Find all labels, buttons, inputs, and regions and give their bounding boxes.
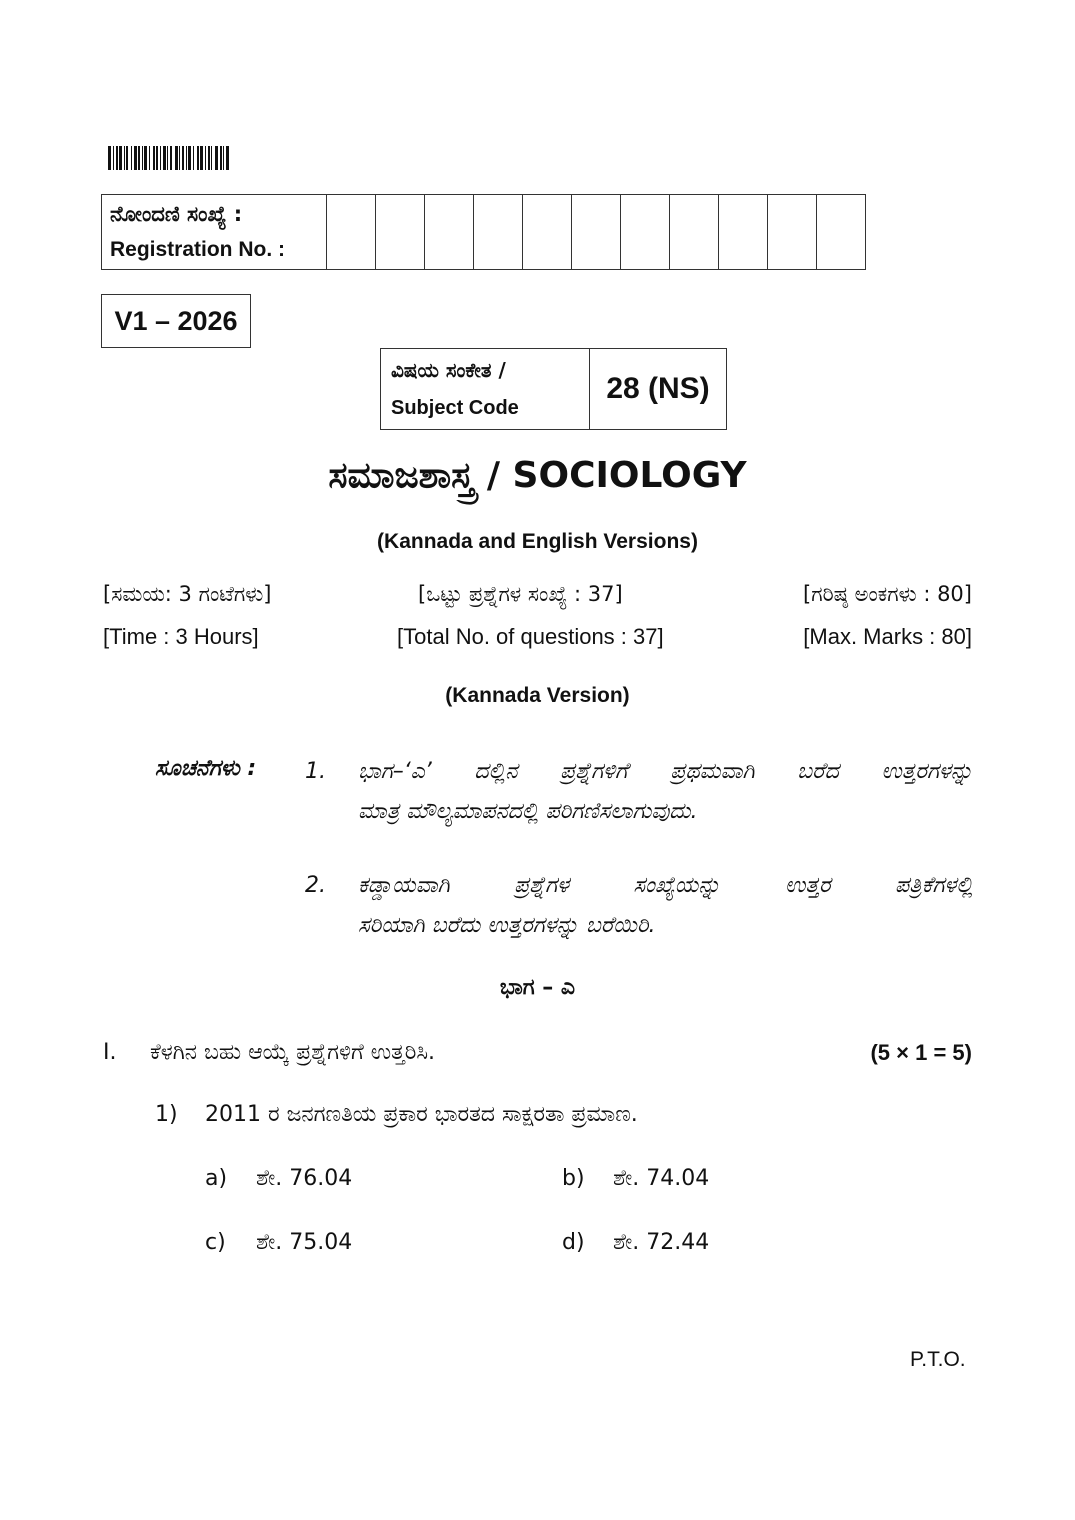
section-instruction: ಕೆಳಗಿನ ಬಹು ಆಯ್ಕೆ ಪ್ರಶ್ನೆಗಳಿಗೆ ಉತ್ತರಿಸಿ. [150, 1040, 435, 1065]
barcode [108, 146, 246, 170]
instruction-1-line2: ಮಾತ್ರ ಮೌಲ್ಯಮಾಪನದಲ್ಲಿ ಪರಿಗಣಿಸಲಾಗುವುದು. [358, 799, 698, 824]
registration-table [101, 194, 866, 270]
subject-code-value: 28 (NS) [590, 349, 727, 430]
option-c-label: c) [205, 1230, 226, 1255]
instruction-2-number: 2. [305, 873, 326, 898]
subject-code-table [380, 348, 727, 430]
question-1-text: 2011 ರ ಜನಗಣತಿಯ ಪ್ರಕಾರ ಭಾರತದ ಸಾಕ್ಷರತಾ ಪ್ರಮಾಣ. [205, 1102, 638, 1127]
registration-digit-box[interactable] [572, 195, 621, 270]
option-b-label: b) [562, 1166, 585, 1191]
instruction-2-text [358, 866, 973, 946]
registration-label-kn: ನೋಂದಣಿ ಸಂಖ್ಯೆ : [110, 202, 243, 226]
option-b-value: ಶೇ. 74.04 [613, 1166, 710, 1191]
option-d-label: d) [562, 1230, 585, 1255]
paper-title: ಸಮಾಜಶಾಸ್ತ್ರ / SOCIOLOGY [328, 455, 747, 496]
version-heading: (Kannada Version) [445, 684, 630, 707]
subject-code-label-en: Subject Code [391, 397, 519, 419]
instruction-1-text [358, 752, 973, 832]
instruction-1-number: 1. [305, 759, 326, 784]
questions-kn: [ಒಟ್ಟು ಪ್ರಶ್ನೆಗಳ ಸಂಖ್ಯೆ : 37] [418, 582, 623, 606]
registration-digit-box[interactable] [376, 195, 425, 270]
time-kn: [ಸಮಯ: 3 ಗಂಟೆಗಳು] [103, 582, 272, 606]
registration-digit-box[interactable] [474, 195, 523, 270]
version-code-box: V1 – 2026 [101, 294, 251, 348]
section-number: I. [103, 1040, 117, 1065]
marks-en: [Max. Marks : 80] [803, 624, 972, 649]
option-a-label: a) [205, 1166, 228, 1191]
registration-digit-box[interactable] [425, 195, 474, 270]
part-heading: ಭಾಗ – ಎ [499, 975, 576, 1000]
question-1-number: 1) [155, 1102, 178, 1127]
registration-digit-box[interactable] [621, 195, 670, 270]
instruction-2-line1: ಕಡ್ಡಾಯವಾಗಿ ಪ್ರಶ್ನೆಗಳ ಸಂಖ್ಯೆಯನ್ನು ಉತ್ತರ ಪತ್ರಿಕೆಗಳಲ್ಲಿ [358, 873, 973, 898]
registration-digit-box[interactable] [768, 195, 817, 270]
instruction-2-line2: ಸರಿಯಾಗಿ ಬರೆದು ಉತ್ತರಗಳನ್ನು ಬರೆಯಿರಿ. [358, 913, 656, 938]
registration-label [102, 195, 327, 270]
page-turn-over: P.T.O. [910, 1348, 966, 1371]
instruction-1-line1: ಭಾಗ–‘ಎ’ ದಲ್ಲಿನ ಪ್ರಶ್ನೆಗಳಿಗೆ ಪ್ರಥಮವಾಗಿ ಬರೆದ ಉತ್ತರಗಳನ್ನು [358, 759, 973, 784]
registration-digit-box[interactable] [817, 195, 866, 270]
registration-digit-box[interactable] [523, 195, 572, 270]
registration-digit-box[interactable] [719, 195, 768, 270]
subject-code-label-kn: ವಿಷಯ ಸಂಕೇತ / [391, 358, 506, 382]
instructions-heading: ಸೂಚನೆಗಳು : [155, 756, 257, 781]
option-d-value: ಶೇ. 72.44 [613, 1230, 710, 1255]
paper-subtitle: (Kannada and English Versions) [377, 530, 698, 553]
time-en: [Time : 3 Hours] [103, 624, 259, 649]
registration-digit-box[interactable] [327, 195, 376, 270]
section-marks: (5 × 1 = 5) [870, 1040, 972, 1065]
registration-digit-box[interactable] [670, 195, 719, 270]
registration-label-en: Registration No. : [110, 238, 286, 261]
option-a-value: ಶೇ. 76.04 [256, 1166, 353, 1191]
option-c-value: ಶೇ. 75.04 [256, 1230, 353, 1255]
marks-kn: [ಗರಿಷ್ಠ ಅಂಕಗಳು : 80] [803, 582, 972, 606]
questions-en: [Total No. of questions : 37] [397, 624, 664, 649]
subject-code-label [381, 349, 590, 430]
